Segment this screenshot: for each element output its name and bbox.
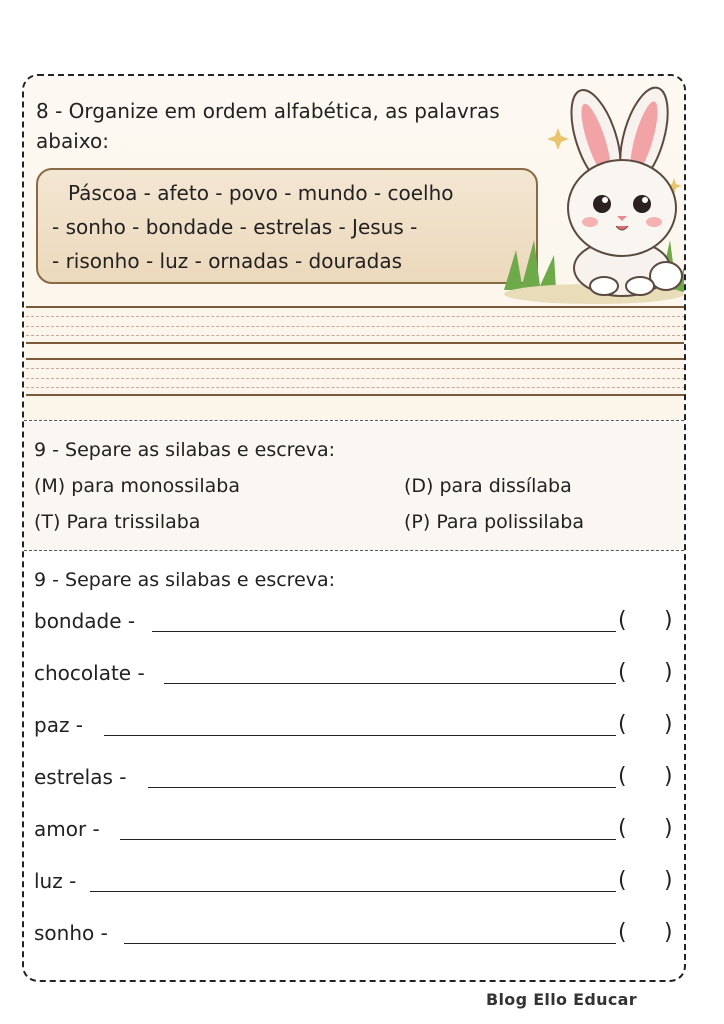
paren-close: ) — [664, 920, 673, 945]
word-label: sonho - — [34, 921, 108, 945]
question-8-title-line1: 8 - Organize em ordem alfabética, as palavras — [36, 99, 500, 123]
legend-dissilaba: (D) para dissílaba — [404, 475, 572, 497]
paren-open: ( — [618, 816, 627, 841]
question-9-legend-section — [24, 422, 684, 550]
word-label: amor - — [34, 817, 100, 841]
writing-line[interactable] — [26, 358, 686, 396]
word-list-box — [36, 168, 538, 284]
word-label: chocolate - — [34, 661, 145, 685]
paren-open: ( — [618, 868, 627, 893]
word-label: paz - — [34, 713, 84, 737]
question-8-title-line2: abaixo: — [36, 129, 109, 153]
paren-open: ( — [618, 608, 627, 633]
worksheet-card — [22, 74, 686, 982]
paren-close: ) — [664, 712, 673, 737]
paren-close: ) — [664, 660, 673, 685]
word-list-line: Páscoa - afeto - povo - mundo - coelho — [68, 181, 454, 205]
question-9-legend-title: 9 - Separe as silabas e escreva: — [34, 439, 336, 461]
answer-line[interactable] — [164, 683, 616, 684]
word-list-line: - risonho - luz - ornadas - douradas — [52, 249, 402, 273]
word-label: bondade - — [34, 609, 136, 633]
writing-line[interactable] — [26, 306, 686, 344]
question-8-title — [36, 96, 536, 156]
paren-close: ) — [664, 608, 673, 633]
word-label: luz - — [34, 869, 77, 893]
question-8-section — [24, 76, 684, 420]
legend-monossilaba: (M) para monossilaba — [34, 475, 240, 497]
legend-polissilaba: (P) Para polissilaba — [404, 511, 585, 533]
paren-open: ( — [618, 712, 627, 737]
easter-bunny-illustration — [494, 80, 686, 314]
section-divider — [24, 420, 684, 421]
answer-line[interactable] — [152, 631, 616, 632]
answer-line[interactable] — [124, 943, 616, 944]
answer-line[interactable] — [104, 735, 616, 736]
paren-open: ( — [618, 920, 627, 945]
paren-open: ( — [618, 764, 627, 789]
answer-line[interactable] — [90, 891, 616, 892]
paren-close: ) — [664, 816, 673, 841]
paren-close: ) — [664, 764, 673, 789]
question-9-title: 9 - Separe as silabas e escreva: — [34, 569, 336, 591]
paren-close: ) — [664, 868, 673, 893]
legend-trissilaba: (T) Para trissilaba — [34, 511, 201, 533]
section-divider — [24, 550, 684, 551]
word-label: estrelas - — [34, 765, 127, 789]
word-list-line: - sonho - bondade - estrelas - Jesus - — [52, 215, 418, 239]
paren-open: ( — [618, 660, 627, 685]
answer-line[interactable] — [148, 787, 616, 788]
footer-credit: Blog Ello Educar — [486, 990, 637, 1009]
answer-line[interactable] — [120, 839, 616, 840]
